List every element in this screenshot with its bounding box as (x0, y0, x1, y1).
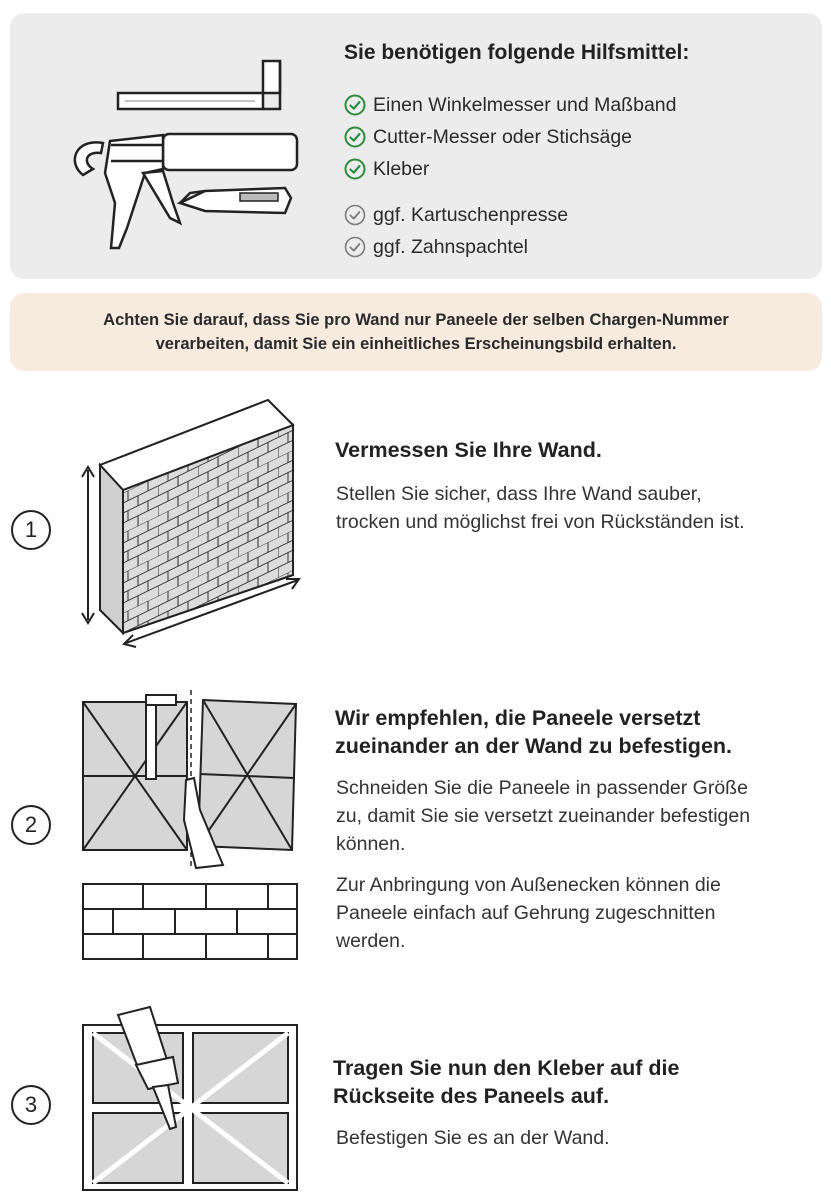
list-item-label: ggf. Kartuschenpresse (373, 203, 569, 226)
list-item-label: Kleber (373, 157, 430, 180)
cutter-knife-icon (180, 188, 291, 213)
check-circle-icon (344, 158, 366, 180)
step-text: Befestigen Sie es an der Wand. (336, 1127, 610, 1149)
angle-ruler-icon (118, 61, 280, 109)
check-circle-outline-icon (344, 236, 366, 258)
step-title: Wir empfehlen, die Paneele versetzt zueinander an der Wand zu befestigen. (335, 706, 733, 758)
step-title: Vermessen Sie Ihre Wand. (335, 438, 602, 462)
brick-wall-measure-illustration (78, 395, 310, 655)
check-circle-outline-icon (344, 204, 366, 226)
step-title: Tragen Sie nun den Kleber auf die Rückseite des Paneels auf. (333, 1056, 680, 1108)
list-item (344, 231, 676, 263)
list-item (344, 121, 676, 153)
step-text: Zur Anbringung von Außenecken können die Paneele einfach auf Gehrung zugeschnitten werden. (336, 874, 721, 952)
note-line: verarbeiten, damit Sie ein einheitliches Erscheinungsbild erhalten. (155, 335, 677, 353)
list-item (344, 199, 676, 231)
list-item-label: Einen Winkelmesser und Maßband (373, 93, 677, 116)
panel-cutting-illustration (78, 690, 310, 962)
check-circle-icon (344, 94, 366, 116)
list-item (344, 153, 676, 185)
step-text: Schneiden Sie die Paneele in passender Größe zu, damit Sie sie versetzt zueinander befestigen können. (336, 777, 751, 855)
step-text: Stellen Sie sicher, dass Ihre Wand sauber, trocken und möglichst frei von Rückständen ist. (336, 483, 745, 533)
check-circle-icon (344, 126, 366, 148)
step-number: 3 (11, 1085, 51, 1125)
batch-number-note (10, 293, 822, 371)
tools-illustration (55, 43, 315, 263)
tools-panel (10, 13, 822, 279)
step-number: 2 (11, 805, 51, 845)
tools-list (344, 89, 676, 263)
tools-heading: Sie benötigen folgende Hilfsmittel: (344, 41, 690, 64)
list-item-label: ggf. Zahnspachtel (373, 235, 529, 258)
list-item (344, 89, 676, 121)
step-number: 1 (11, 510, 51, 550)
glue-application-illustration (78, 1005, 304, 1195)
note-line: Achten Sie darauf, dass Sie pro Wand nur Paneele der selben Chargen-Nummer (103, 311, 729, 329)
list-item-label: Cutter-Messer oder Stichsäge (373, 125, 633, 148)
